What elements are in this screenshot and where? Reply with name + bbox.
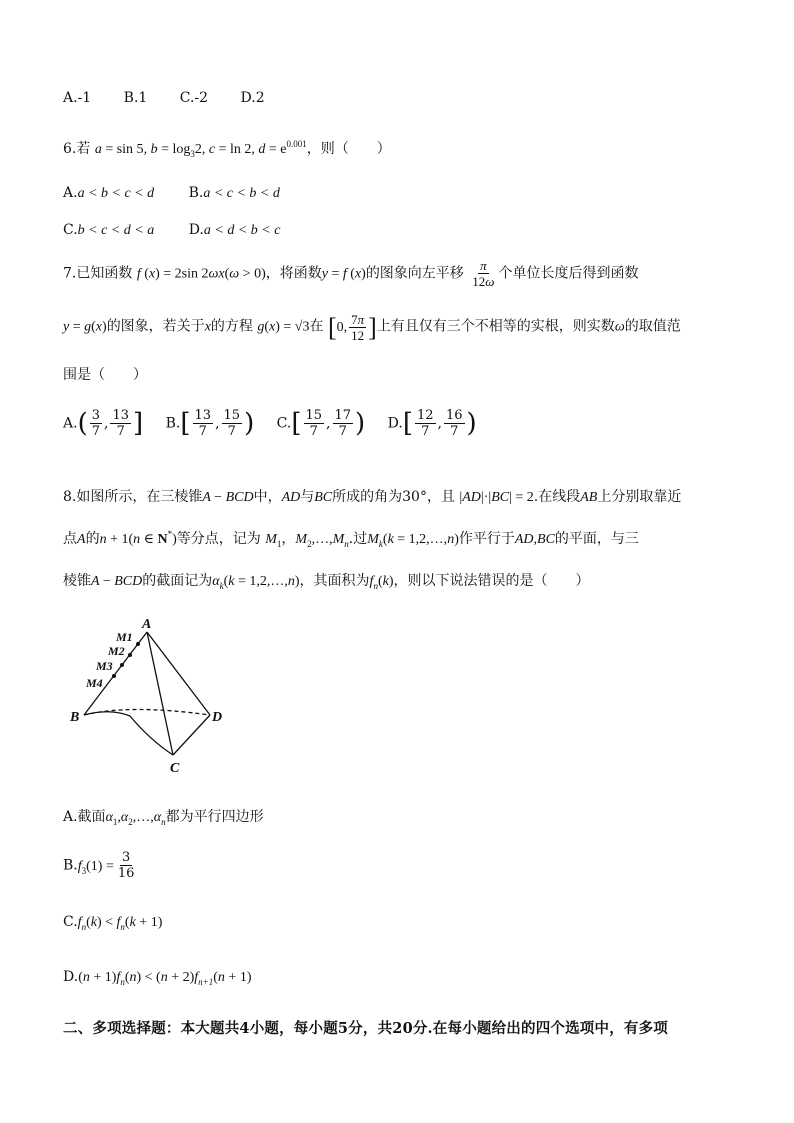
q7-equation: g(x) = √3 bbox=[257, 319, 310, 335]
label-m1: M1 bbox=[116, 630, 133, 644]
q7-text1: 已知函数 bbox=[76, 265, 133, 282]
label-m2: M2 bbox=[108, 644, 125, 658]
point-m1 bbox=[136, 642, 140, 646]
q8-text5: ，且 bbox=[426, 489, 455, 505]
q7-text3: 的图象向左平移 bbox=[365, 265, 464, 282]
q8-option-a: A.截面$\alpha_1,\alpha_2,\dots,\alpha_n$都为平行四边形 bbox=[63, 809, 264, 827]
q8-text4: 所成的角为 bbox=[332, 489, 403, 505]
q7-text8: 上有且仅有三个不相等的实根，则实数 bbox=[376, 318, 615, 335]
q8-text16: ，其面积为 bbox=[299, 573, 370, 589]
q6-expression: a = sin 5, $b = \log_32$, c = ln 2, $d = e^{0.001}$ bbox=[94, 139, 307, 159]
q7-option-b: B.[ $\frac{13}{7}$ , $\frac{15}{7}$ ) bbox=[165, 408, 255, 439]
q8-text7: 上分别取靠近 bbox=[597, 489, 682, 505]
point-m2 bbox=[128, 653, 132, 657]
q8-product: |AD|·|BC| = 2 bbox=[459, 490, 534, 505]
q8-text3: 与 bbox=[300, 489, 315, 505]
q8-text2: 中， bbox=[253, 489, 282, 505]
q8-line2: 点A的n + 1(n ∈ N*)等分点，记为 $M_1$，$M_2,\dots,M_n$.过$M_k(k$ = 1,2,…,n)作平行于AD,BC的平面，与三 bbox=[63, 529, 639, 549]
q7-yfx: y = f (x) bbox=[321, 266, 366, 282]
q7-text5: 的图象，若关于 bbox=[106, 318, 205, 335]
q8-text12: 作平行于 bbox=[458, 531, 515, 547]
point-m4 bbox=[112, 674, 116, 678]
point-m3 bbox=[120, 663, 124, 667]
q8-text10: 等分点，记为 bbox=[176, 531, 261, 547]
q6-option-b: a < c < b < d bbox=[203, 186, 280, 201]
q7-option-a: A.( $\frac{3}{7}$ , $\frac{13}{7}$ ] bbox=[63, 408, 144, 439]
label-a: A bbox=[142, 617, 152, 632]
label-c: C bbox=[170, 761, 180, 776]
q6-options-row2 bbox=[63, 222, 280, 239]
q8-text13: 的平面，与三 bbox=[554, 531, 639, 547]
q8-text14: 棱锥 bbox=[63, 573, 91, 589]
q7-fx: f (x) = 2sin 2ωx(ω > 0) bbox=[136, 266, 266, 282]
q7-option-c: C.[ $\frac{15}{7}$ , $\frac{17}{7}$ ) bbox=[276, 408, 366, 439]
q8-option-b-label: B. bbox=[63, 857, 78, 874]
q8-text6: .在线段 bbox=[533, 489, 581, 505]
q8-line3: 棱锥A − BCD的截面记为$\alpha_k(k$ = 1,2,…,n)，其面积为$f_n(k)$，则以下说法错误的是（ ） bbox=[63, 573, 590, 591]
label-d: D bbox=[212, 710, 223, 725]
q7-text2: ，将函数 bbox=[265, 265, 322, 282]
q8-text15: 的截面记为 bbox=[142, 573, 213, 589]
q7-text10: 围是（ ） bbox=[63, 367, 147, 383]
q7-option-d: D.[ $\frac{12}{7}$ , $\frac{16}{7}$ ) bbox=[387, 408, 477, 439]
q7-interval: [0, $\frac{7\pi}{12}$ ] bbox=[327, 312, 377, 343]
q6-option-d: a < d < b < c bbox=[203, 223, 281, 238]
q7-shift-fraction: $\frac{\pi}{12\omega}$ bbox=[472, 258, 495, 289]
label-b: B bbox=[70, 710, 80, 725]
q6-prefix: 若 bbox=[76, 141, 91, 157]
q8-text8: 点 bbox=[63, 531, 77, 547]
q8-option-a-text2: 都为平行四边形 bbox=[165, 809, 264, 825]
q8-text17: ，则以下说法错误的是（ ） bbox=[393, 573, 590, 589]
q8-points: $M_1$，$M_2,\dots,M_n$ bbox=[265, 532, 349, 549]
q7-options bbox=[63, 408, 477, 439]
edge-bc bbox=[84, 712, 173, 755]
q6-options-row1 bbox=[63, 185, 280, 202]
label-m4: M4 bbox=[86, 676, 103, 690]
q5-option-a: A.-1 bbox=[63, 90, 92, 106]
q6-suffix: ，则（ ） bbox=[306, 141, 391, 157]
q7-line2: y = g(x)的图象，若关于x的方程 g(x) = √3在 [0, $\frac{7\pi}{12}$ ]上有且仅有三个不相等的实根，则实数ω的取值范 bbox=[63, 312, 681, 343]
label-m3: M3 bbox=[96, 659, 113, 673]
q8-option-b: $B.f_3(1)$ = $\frac{3}{16}$ bbox=[63, 850, 135, 881]
q7-ygx: y = g(x) bbox=[63, 319, 107, 335]
q8-option-a-text: A.截面 bbox=[63, 809, 106, 825]
q8-text11: .过 bbox=[348, 531, 368, 547]
q5-options bbox=[63, 90, 265, 106]
edge-ac bbox=[147, 632, 173, 755]
q8-line1: 8.如图所示，在三棱锥A − BCD中，AD与BC所成的角为30°，且 |AD|·|BC| = 2.在线段AB上分别取靠近 bbox=[63, 489, 682, 505]
q5-option-c: C.-2 bbox=[179, 90, 209, 106]
q7-number: 7. bbox=[63, 265, 77, 282]
section-2-heading: 二、多项选择题：本大题共4小题，每小题5分，共20分.在每小题给出的四个选项中，有多项 bbox=[63, 1020, 669, 1037]
q7-text6: 的方程 bbox=[210, 318, 253, 335]
q6-option-a-label: A. bbox=[63, 185, 78, 201]
q8-option-d: $D.(n + 1)f_n(n) < (n + 2)f_{n+1}(n + 1)$ bbox=[63, 969, 252, 987]
q8-option-c-label: C. bbox=[63, 914, 78, 930]
q7-line1 bbox=[63, 258, 638, 289]
q6-option-b-label: B. bbox=[188, 185, 204, 201]
q6-option-a: a < b < c < d bbox=[77, 186, 155, 201]
edge-cd bbox=[173, 715, 210, 755]
q7-text7: 在 bbox=[309, 318, 324, 335]
q8-tetrahedron-figure bbox=[60, 612, 240, 776]
q6-stem bbox=[63, 138, 391, 159]
q8-number: 8. bbox=[63, 489, 77, 505]
q7-text9: 的取值范 bbox=[624, 318, 681, 335]
q7-text4: 个单位长度后得到函数 bbox=[498, 265, 639, 282]
edge-ad bbox=[147, 632, 210, 715]
q8-option-c: $C.f_n(k) < f_n(k + 1)$ bbox=[63, 914, 163, 932]
q6-option-d-label: D. bbox=[188, 222, 204, 238]
q8-text1: 如图所示，在三棱锥 bbox=[76, 489, 203, 505]
q5-option-b: B.1 bbox=[123, 90, 148, 106]
q6-option-c-label: C. bbox=[63, 222, 78, 238]
q6-option-c: b < c < d < a bbox=[77, 223, 155, 238]
q5-option-d: D.2 bbox=[240, 90, 265, 106]
q6-number: 6. bbox=[63, 141, 77, 157]
q7-line3 bbox=[63, 364, 147, 384]
q8-text9: 的 bbox=[85, 531, 100, 547]
q8-option-d-label: D. bbox=[63, 969, 79, 985]
